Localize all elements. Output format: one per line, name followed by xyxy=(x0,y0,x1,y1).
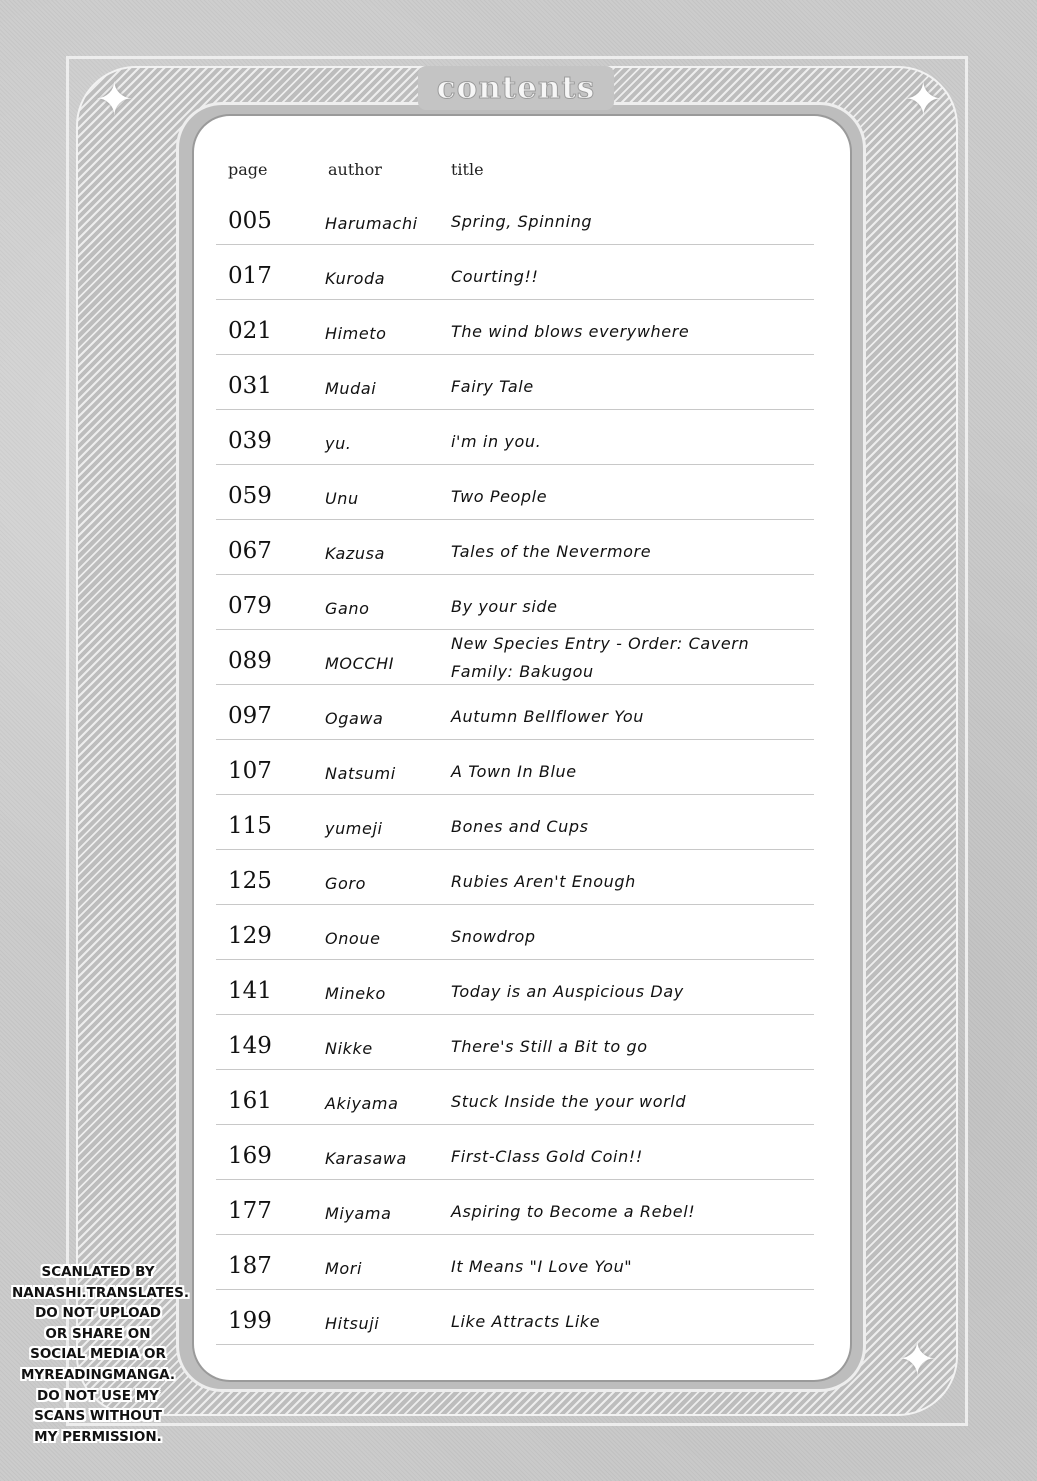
author-name: Kuroda xyxy=(325,269,386,288)
story-title: By your side xyxy=(451,597,558,616)
story-title: Like Attracts Like xyxy=(451,1312,601,1331)
table-row xyxy=(216,410,814,465)
page-number: 031 xyxy=(228,373,272,399)
table-row xyxy=(216,1070,814,1125)
page-number: 199 xyxy=(228,1308,272,1334)
table-row xyxy=(216,740,814,795)
notice-line: SCANS WITHOUT xyxy=(34,1408,162,1425)
header-page: page xyxy=(228,160,268,179)
story-title: First-Class Gold Coin!! xyxy=(451,1147,643,1166)
author-name: Mudai xyxy=(325,379,377,398)
page-number: 089 xyxy=(228,648,272,674)
story-title: A Town In Blue xyxy=(451,762,577,781)
author-name: Goro xyxy=(325,874,366,893)
author-name: Miyama xyxy=(325,1204,392,1223)
author-name: Nikke xyxy=(325,1039,373,1058)
author-name: Gano xyxy=(325,599,370,618)
table-row xyxy=(216,630,814,685)
story-title: The wind blows everywhere xyxy=(451,322,690,341)
story-title: Tales of the Nevermore xyxy=(451,542,652,561)
page-number: 005 xyxy=(228,208,272,234)
notice-line: MYREADINGMANGA. xyxy=(21,1366,175,1383)
author-name: Kazusa xyxy=(325,544,386,563)
notice-line: NANASHI.TRANSLATES. xyxy=(12,1284,190,1301)
page-number: 097 xyxy=(228,703,272,729)
story-title: Courting!! xyxy=(451,267,539,286)
author-name: yu. xyxy=(325,434,352,453)
page-number: 129 xyxy=(228,923,272,949)
table-row xyxy=(216,795,814,850)
author-name: Mori xyxy=(325,1259,363,1278)
table-row xyxy=(216,1180,814,1235)
author-name: Ogawa xyxy=(325,709,384,728)
header-title: title xyxy=(451,160,484,179)
table-row xyxy=(216,1290,814,1345)
table-row xyxy=(216,520,814,575)
page-number: 115 xyxy=(228,813,272,839)
story-title: Rubies Aren't Enough xyxy=(451,872,636,891)
author-name: Hitsuji xyxy=(325,1314,380,1333)
author-name: Harumachi xyxy=(325,214,418,233)
story-title: There's Still a Bit to go xyxy=(451,1037,648,1056)
author-name: Mineko xyxy=(325,984,386,1003)
page-number: 107 xyxy=(228,758,272,784)
table-header xyxy=(216,150,814,190)
notice-line: DO NOT UPLOAD xyxy=(35,1305,161,1322)
table-row xyxy=(216,1125,814,1180)
notice-line: MY PERMISSION. xyxy=(34,1428,162,1445)
page-number: 059 xyxy=(228,483,272,509)
page-number: 017 xyxy=(228,263,272,289)
table-row xyxy=(216,465,814,520)
author-name: Natsumi xyxy=(325,764,396,783)
notice-line: SCANLATED BY xyxy=(41,1264,155,1280)
page-number: 021 xyxy=(228,318,272,344)
author-name: Himeto xyxy=(325,324,387,343)
page-number: 187 xyxy=(228,1253,272,1279)
author-name: Onoue xyxy=(325,929,381,948)
sparkle-icon: ✦ xyxy=(904,72,943,126)
header-author: author xyxy=(328,160,382,179)
table-body xyxy=(216,190,814,1345)
story-title: Bones and Cups xyxy=(451,817,589,836)
author-name: Unu xyxy=(325,489,359,508)
page-number: 149 xyxy=(228,1033,272,1059)
story-title: Two People xyxy=(451,487,548,506)
notice-line: DO NOT USE MY xyxy=(37,1387,159,1404)
page-title: contents xyxy=(436,70,596,106)
author-name: MOCCHI xyxy=(325,654,395,673)
table-row xyxy=(216,905,814,960)
table-row xyxy=(216,960,814,1015)
story-title: Snowdrop xyxy=(451,927,536,946)
story-title: Today is an Auspicious Day xyxy=(451,982,684,1001)
table-row xyxy=(216,685,814,740)
sparkle-icon: ✦ xyxy=(898,1332,937,1386)
table-row xyxy=(216,355,814,410)
sparkle-icon: ✦ xyxy=(95,72,134,126)
table-row xyxy=(216,300,814,355)
story-title: Spring, Spinning xyxy=(451,212,593,231)
table-of-contents xyxy=(216,150,814,1345)
story-title: Stuck Inside the your world xyxy=(451,1092,687,1111)
story-title: i'm in you. xyxy=(451,432,542,451)
table-row xyxy=(216,245,814,300)
story-title: It Means "I Love You" xyxy=(451,1257,633,1276)
story-title: Aspiring to Become a Rebel! xyxy=(451,1202,696,1221)
notice-line: OR SHARE ON xyxy=(45,1325,151,1342)
story-title: Fairy Tale xyxy=(451,377,534,396)
page-number: 177 xyxy=(228,1198,272,1224)
scanlation-notice xyxy=(12,1262,190,1447)
page-number: 067 xyxy=(228,538,272,564)
page-number: 169 xyxy=(228,1143,272,1169)
story-title: New Species Entry - Order: Cavern Family: Bakugou xyxy=(451,634,750,681)
table-row xyxy=(216,1015,814,1070)
page-number: 125 xyxy=(228,868,272,894)
notice-line: SOCIAL MEDIA OR xyxy=(30,1346,166,1363)
table-row xyxy=(216,1235,814,1290)
author-name: Akiyama xyxy=(325,1094,399,1113)
author-name: yumeji xyxy=(325,819,383,838)
page-number: 161 xyxy=(228,1088,272,1114)
story-title: Autumn Bellflower You xyxy=(451,707,645,726)
author-name: Karasawa xyxy=(325,1149,407,1168)
table-row xyxy=(216,190,814,245)
table-row xyxy=(216,575,814,630)
table-row xyxy=(216,850,814,905)
page-number: 079 xyxy=(228,593,272,619)
page-number: 039 xyxy=(228,428,272,454)
page-number: 141 xyxy=(228,978,272,1004)
